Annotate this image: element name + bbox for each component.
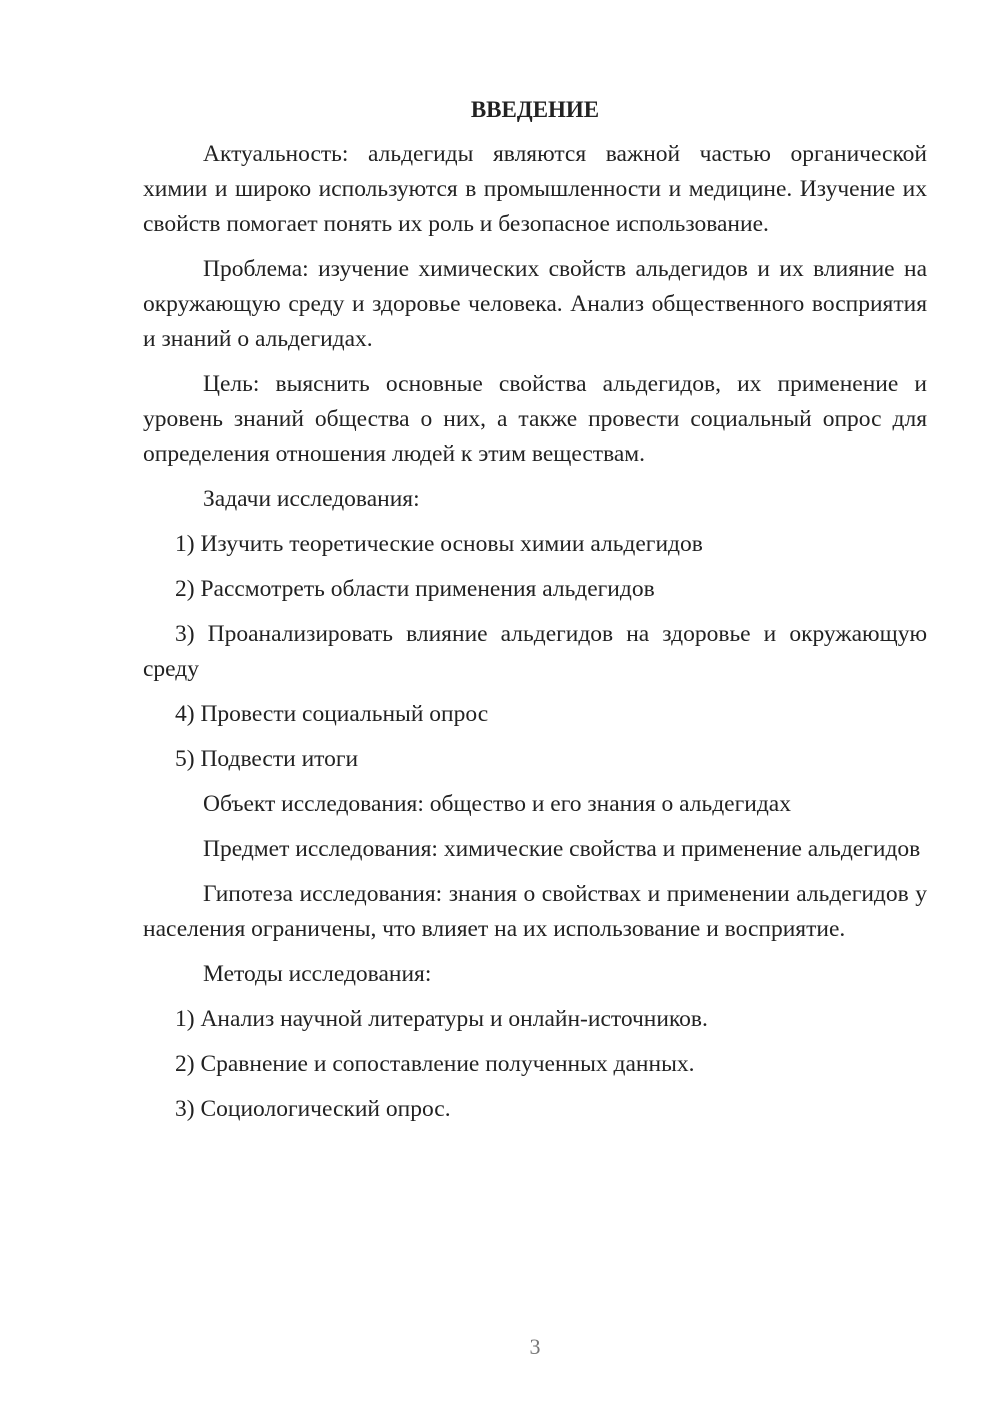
tasks-heading: Задачи исследования:: [203, 486, 420, 512]
goal-paragraph: Цель: выяснить основные свойства альдегидов, их применение и уровень знаний общества о них, а также провести социальный опрос для определения отношения людей к этим веществам.: [143, 371, 927, 467]
task-item: 4) Провести социальный опрос: [175, 701, 489, 727]
task-item: 3) Проанализировать влияние альдегидов на здоровье и окружающую среду: [143, 621, 927, 682]
task-item: 5) Подвести итоги: [175, 746, 359, 772]
task-item: 1) Изучить теоретические основы химии альдегидов: [175, 531, 703, 557]
problem-paragraph: Проблема: изучение химических свойств альдегидов и их влияние на окружающую среду и здоровье человека. Анализ общественного восприятия и знаний о альдегидах.: [143, 256, 927, 352]
section-title: ВВЕДЕНИЕ: [470, 97, 600, 122]
object-paragraph: Объект исследования: общество и его знания о альдегидах: [203, 791, 791, 817]
method-item: 2) Сравнение и сопоставление полученных данных.: [175, 1051, 695, 1077]
method-item: 1) Анализ научной литературы и онлайн-источников.: [175, 1006, 708, 1032]
methods-heading: Методы исследования:: [203, 961, 432, 987]
method-item: 3) Социологический опрос.: [175, 1096, 451, 1122]
hypothesis-paragraph: Гипотеза исследования: знания о свойствах и применении альдегидов у населения ограничены, что влияет на их использование и восприятие.: [143, 881, 927, 942]
relevance-paragraph: Актуальность: альдегиды являются важной частью органической химии и широко используются в промышленности и медицине. Изучение их свойств помогает понять их роль и безопасное использование.: [143, 141, 927, 237]
document-body: [143, 92, 927, 1137]
task-item: 2) Рассмотреть области применения альдегидов: [175, 576, 655, 602]
subject-paragraph: Предмет исследования: химические свойства и применение альдегидов: [203, 836, 921, 862]
page-number: 3: [529, 1334, 541, 1359]
